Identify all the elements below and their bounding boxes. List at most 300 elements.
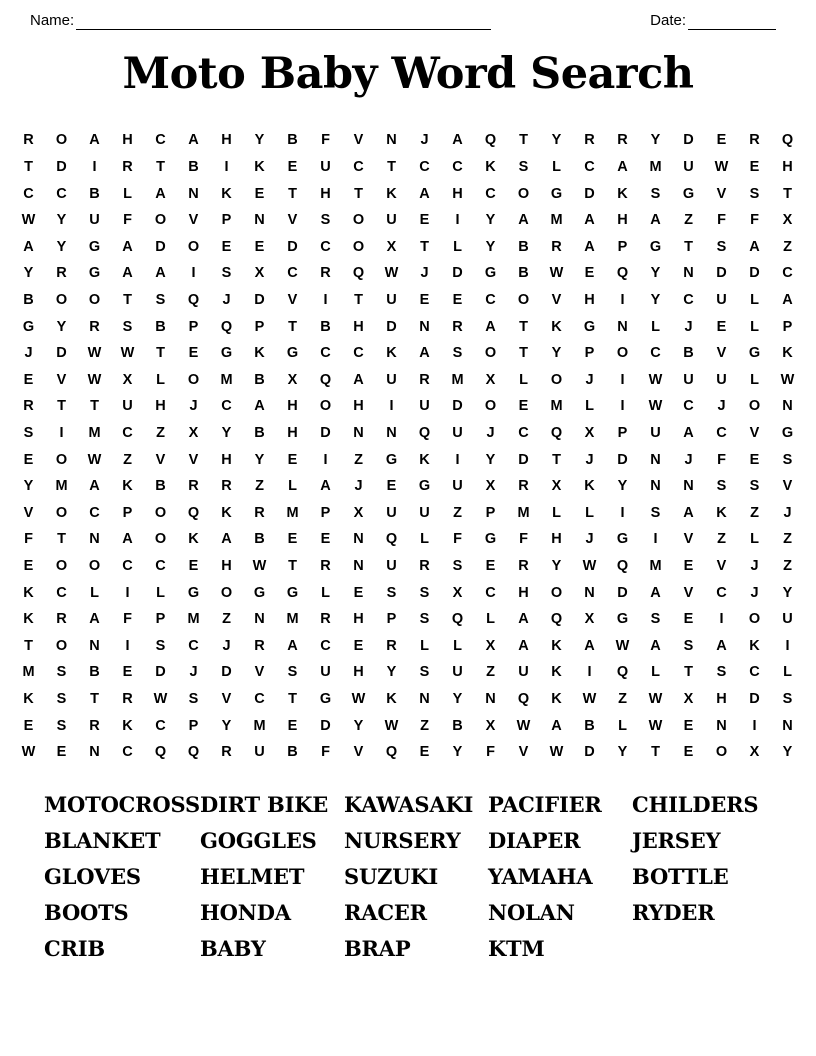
grid-cell[interactable]: I (620, 398, 625, 415)
grid-cell[interactable]: S (716, 478, 727, 495)
grid-cell[interactable]: C (485, 584, 496, 601)
grid-cell[interactable]: M (55, 478, 68, 495)
word-list-item[interactable]: JERSEY (632, 828, 721, 854)
grid-cell[interactable]: D (221, 664, 232, 681)
grid-cell[interactable]: C (155, 132, 166, 149)
grid-cell[interactable]: L (420, 637, 429, 654)
grid-cell[interactable]: Z (222, 611, 231, 628)
grid-cell[interactable]: U (320, 159, 331, 176)
grid-cell[interactable]: K (254, 345, 265, 362)
grid-cell[interactable]: T (57, 531, 66, 548)
grid-cell[interactable]: Z (453, 504, 462, 521)
grid-cell[interactable]: A (584, 637, 595, 654)
grid-cell[interactable]: D (56, 159, 67, 176)
grid-cell[interactable]: T (354, 292, 363, 308)
grid-cell[interactable]: Q (616, 265, 629, 282)
grid-cell[interactable]: J (354, 478, 363, 495)
grid-cell[interactable]: R (518, 478, 529, 495)
grid-cell[interactable]: I (224, 159, 229, 176)
grid-cell[interactable]: O (55, 504, 68, 521)
grid-cell[interactable]: U (782, 611, 793, 628)
grid-cell[interactable]: L (420, 531, 429, 548)
grid-cell[interactable]: O (154, 212, 167, 229)
grid-cell[interactable]: S (650, 185, 661, 202)
grid-cell[interactable]: Q (187, 292, 200, 308)
grid-cell[interactable]: Q (517, 690, 530, 707)
grid-cell[interactable]: O (187, 238, 200, 255)
grid-cell[interactable]: A (716, 637, 727, 654)
grid-cell[interactable]: K (221, 504, 232, 521)
grid-cell[interactable]: K (386, 690, 397, 707)
grid-cell[interactable]: E (419, 292, 430, 308)
grid-cell[interactable]: Q (550, 611, 563, 628)
grid-cell[interactable]: L (585, 504, 594, 521)
grid-cell[interactable]: R (452, 318, 463, 335)
grid-cell[interactable]: A (155, 185, 166, 202)
grid-cell[interactable]: W (21, 744, 36, 761)
grid-cell[interactable]: P (221, 212, 232, 229)
grid-cell[interactable]: Y (386, 664, 397, 681)
grid-cell[interactable]: F (123, 212, 132, 229)
grid-cell[interactable]: S (188, 690, 199, 707)
grid-cell[interactable]: L (552, 159, 561, 176)
grid-cell[interactable]: A (419, 185, 430, 202)
grid-cell[interactable]: K (551, 637, 562, 654)
grid-cell[interactable]: Q (616, 664, 629, 681)
grid-cell[interactable]: K (23, 690, 34, 707)
grid-cell[interactable]: D (584, 185, 595, 202)
grid-cell[interactable]: V (287, 212, 298, 229)
grid-cell[interactable]: A (89, 478, 100, 495)
grid-cell[interactable]: C (716, 424, 727, 441)
grid-cell[interactable]: I (752, 717, 757, 734)
grid-cell[interactable]: L (519, 371, 528, 388)
grid-cell[interactable]: E (23, 717, 34, 734)
grid-cell[interactable]: R (749, 132, 760, 149)
grid-cell[interactable]: A (617, 159, 628, 176)
grid-cell[interactable]: F (519, 531, 528, 548)
grid-cell[interactable]: H (452, 185, 463, 202)
grid-cell[interactable]: N (254, 212, 265, 229)
grid-cell[interactable]: N (716, 717, 727, 734)
grid-cell[interactable]: F (717, 451, 726, 468)
grid-cell[interactable]: W (648, 371, 663, 388)
grid-cell[interactable]: N (650, 451, 661, 468)
grid-cell[interactable]: E (716, 132, 727, 149)
word-list-item[interactable]: SUZUKI (344, 864, 438, 890)
grid-cell[interactable]: Y (551, 132, 562, 149)
grid-cell[interactable]: C (122, 744, 133, 761)
word-list-item[interactable]: PACIFIER (488, 792, 602, 818)
grid-cell[interactable]: P (188, 717, 199, 734)
grid-cell[interactable]: Y (221, 717, 232, 734)
grid-cell[interactable]: I (620, 292, 625, 308)
grid-cell[interactable]: F (24, 531, 33, 548)
grid-cell[interactable]: M (286, 504, 299, 521)
grid-cell[interactable]: C (23, 185, 34, 202)
grid-cell[interactable]: W (582, 690, 597, 707)
grid-cell[interactable]: X (254, 265, 265, 282)
grid-cell[interactable]: G (220, 345, 233, 362)
grid-cell[interactable]: O (55, 292, 68, 308)
grid-cell[interactable]: Z (783, 238, 792, 255)
grid-cell[interactable]: A (23, 238, 34, 255)
grid-cell[interactable]: W (153, 690, 168, 707)
grid-cell[interactable]: T (57, 398, 66, 415)
grid-cell[interactable]: U (683, 371, 694, 388)
grid-cell[interactable]: K (386, 345, 397, 362)
grid-cell[interactable]: C (485, 292, 496, 308)
grid-cell[interactable]: W (648, 717, 663, 734)
grid-cell[interactable]: H (155, 398, 166, 415)
grid-cell[interactable]: E (23, 557, 34, 574)
grid-cell[interactable]: Q (451, 611, 464, 628)
grid-cell[interactable]: V (749, 424, 760, 441)
grid-cell[interactable]: M (649, 159, 662, 176)
grid-cell[interactable]: U (386, 292, 397, 308)
grid-cell[interactable]: A (221, 531, 232, 548)
grid-cell[interactable]: P (584, 345, 595, 362)
grid-cell[interactable]: E (386, 478, 397, 495)
grid-cell[interactable]: L (750, 531, 759, 548)
word-list-item[interactable]: NOLAN (488, 900, 575, 926)
grid-cell[interactable]: H (353, 611, 364, 628)
grid-cell[interactable]: L (486, 611, 495, 628)
grid-cell[interactable]: C (56, 185, 67, 202)
grid-cell[interactable]: O (220, 584, 233, 601)
grid-cell[interactable]: U (452, 424, 463, 441)
grid-cell[interactable]: S (155, 292, 166, 308)
grid-cell[interactable]: M (451, 371, 464, 388)
grid-cell[interactable]: Y (485, 451, 496, 468)
grid-cell[interactable]: G (748, 345, 761, 362)
grid-cell[interactable]: X (683, 690, 694, 707)
grid-cell[interactable]: Q (616, 557, 629, 574)
grid-cell[interactable]: N (353, 424, 364, 441)
grid-cell[interactable]: G (484, 531, 497, 548)
grid-cell[interactable]: H (221, 451, 232, 468)
grid-cell[interactable]: H (518, 584, 529, 601)
grid-cell[interactable]: G (682, 185, 695, 202)
grid-cell[interactable]: O (55, 451, 68, 468)
grid-cell[interactable]: B (254, 371, 265, 388)
grid-cell[interactable]: V (683, 584, 694, 601)
grid-cell[interactable]: U (419, 398, 430, 415)
word-list-item[interactable]: BLANKET (44, 828, 161, 854)
grid-cell[interactable]: Q (187, 504, 200, 521)
grid-cell[interactable]: H (716, 690, 727, 707)
grid-cell[interactable]: B (518, 265, 529, 282)
grid-cell[interactable]: N (89, 637, 100, 654)
grid-cell[interactable]: T (288, 318, 297, 335)
grid-cell[interactable]: L (321, 584, 330, 601)
grid-cell[interactable]: T (156, 159, 165, 176)
grid-cell[interactable]: P (485, 504, 496, 521)
grid-cell[interactable]: R (56, 265, 67, 282)
grid-cell[interactable]: N (89, 531, 100, 548)
grid-cell[interactable]: K (617, 185, 628, 202)
grid-cell[interactable]: W (549, 744, 564, 761)
grid-cell[interactable]: E (749, 451, 760, 468)
grid-cell[interactable]: S (221, 265, 232, 282)
grid-cell[interactable]: G (319, 690, 332, 707)
grid-cell[interactable]: J (222, 292, 231, 308)
grid-cell[interactable]: C (419, 159, 430, 176)
grid-cell[interactable]: C (650, 345, 661, 362)
grid-cell[interactable]: Y (56, 238, 67, 255)
grid-cell[interactable]: H (617, 212, 628, 229)
grid-cell[interactable]: L (618, 717, 627, 734)
grid-cell[interactable]: N (683, 478, 694, 495)
grid-cell[interactable]: R (584, 132, 595, 149)
grid-cell[interactable]: G (22, 318, 35, 335)
grid-cell[interactable]: A (122, 265, 133, 282)
grid-cell[interactable]: Y (551, 345, 562, 362)
grid-cell[interactable]: S (683, 637, 694, 654)
grid-cell[interactable]: H (782, 159, 793, 176)
grid-cell[interactable]: D (155, 238, 166, 255)
grid-cell[interactable]: Z (783, 557, 792, 574)
grid-cell[interactable]: E (683, 611, 694, 628)
grid-cell[interactable]: A (518, 611, 529, 628)
grid-cell[interactable]: U (419, 504, 430, 521)
grid-cell[interactable]: Z (783, 531, 792, 548)
grid-cell[interactable]: K (122, 717, 133, 734)
grid-cell[interactable]: G (187, 584, 200, 601)
grid-cell[interactable]: I (587, 664, 592, 681)
word-list-item[interactable]: GOGGLES (200, 828, 317, 854)
grid-cell[interactable]: R (419, 557, 430, 574)
grid-cell[interactable]: T (684, 238, 693, 255)
grid-cell[interactable]: B (683, 345, 694, 362)
grid-cell[interactable]: Q (781, 132, 794, 149)
grid-cell[interactable]: L (750, 371, 759, 388)
grid-cell[interactable]: I (620, 504, 625, 521)
word-list-item[interactable]: DIAPER (488, 828, 581, 854)
grid-cell[interactable]: W (384, 265, 399, 282)
grid-cell[interactable]: G (649, 238, 662, 255)
grid-cell[interactable]: R (122, 690, 133, 707)
grid-cell[interactable]: S (56, 664, 67, 681)
grid-cell[interactable]: L (288, 478, 297, 495)
grid-cell[interactable]: K (23, 584, 34, 601)
grid-cell[interactable]: W (87, 371, 102, 388)
grid-cell[interactable]: S (650, 504, 661, 521)
grid-cell[interactable]: E (320, 531, 331, 548)
grid-cell[interactable]: W (252, 557, 267, 574)
grid-cell[interactable]: C (188, 637, 199, 654)
grid-cell[interactable]: F (453, 531, 462, 548)
grid-cell[interactable]: M (649, 557, 662, 574)
grid-cell[interactable]: F (321, 132, 330, 149)
grid-cell[interactable]: H (353, 664, 364, 681)
grid-cell[interactable]: T (288, 557, 297, 574)
grid-cell[interactable]: O (55, 637, 68, 654)
grid-cell[interactable]: Y (23, 478, 34, 495)
grid-cell[interactable]: R (386, 637, 397, 654)
grid-cell[interactable]: E (23, 451, 34, 468)
grid-cell[interactable]: C (155, 717, 166, 734)
grid-cell[interactable]: M (517, 504, 530, 521)
grid-cell[interactable]: T (123, 292, 132, 308)
grid-cell[interactable]: G (286, 345, 299, 362)
grid-cell[interactable]: R (122, 159, 133, 176)
grid-cell[interactable]: K (551, 318, 562, 335)
grid-cell[interactable]: O (352, 212, 365, 229)
grid-cell[interactable]: R (320, 265, 331, 282)
grid-cell[interactable]: A (254, 398, 265, 415)
grid-cell[interactable]: V (683, 531, 694, 548)
grid-cell[interactable]: R (320, 557, 331, 574)
grid-cell[interactable]: N (485, 690, 496, 707)
grid-cell[interactable]: C (122, 424, 133, 441)
grid-cell[interactable]: W (648, 398, 663, 415)
grid-cell[interactable]: B (155, 318, 166, 335)
grid-cell[interactable]: O (748, 611, 761, 628)
grid-cell[interactable]: N (89, 744, 100, 761)
grid-cell[interactable]: G (88, 265, 101, 282)
grid-cell[interactable]: O (319, 398, 332, 415)
grid-cell[interactable]: D (518, 451, 529, 468)
grid-cell[interactable]: M (187, 611, 200, 628)
grid-cell[interactable]: S (287, 664, 298, 681)
grid-cell[interactable]: C (320, 238, 331, 255)
grid-cell[interactable]: L (156, 584, 165, 601)
grid-cell[interactable]: Z (750, 504, 759, 521)
grid-cell[interactable]: D (749, 690, 760, 707)
grid-cell[interactable]: B (584, 717, 595, 734)
grid-cell[interactable]: Y (221, 424, 232, 441)
grid-cell[interactable]: L (783, 664, 792, 681)
grid-cell[interactable]: C (254, 690, 265, 707)
grid-cell[interactable]: H (353, 398, 364, 415)
grid-cell[interactable]: G (583, 318, 596, 335)
grid-cell[interactable]: N (188, 185, 199, 202)
grid-cell[interactable]: C (485, 185, 496, 202)
grid-cell[interactable]: I (620, 371, 625, 388)
grid-cell[interactable]: K (254, 159, 265, 176)
grid-cell[interactable]: P (617, 238, 628, 255)
grid-cell[interactable]: T (387, 159, 396, 176)
grid-cell[interactable]: U (518, 664, 529, 681)
grid-cell[interactable]: K (386, 185, 397, 202)
grid-cell[interactable]: N (584, 584, 595, 601)
grid-cell[interactable]: O (550, 584, 563, 601)
grid-cell[interactable]: T (354, 185, 363, 202)
grid-cell[interactable]: N (782, 717, 793, 734)
grid-cell[interactable]: A (287, 637, 298, 654)
grid-cell[interactable]: V (188, 212, 199, 229)
grid-cell[interactable]: G (616, 611, 629, 628)
grid-cell[interactable]: S (122, 318, 133, 335)
grid-cell[interactable]: R (320, 611, 331, 628)
grid-cell[interactable]: H (551, 531, 562, 548)
grid-cell[interactable]: B (320, 318, 331, 335)
grid-cell[interactable]: E (287, 717, 298, 734)
grid-cell[interactable]: Z (684, 212, 693, 229)
grid-cell[interactable]: D (287, 238, 298, 255)
grid-cell[interactable]: Y (452, 744, 463, 761)
grid-cell[interactable]: V (551, 292, 562, 308)
grid-cell[interactable]: R (254, 504, 265, 521)
grid-cell[interactable]: G (616, 531, 629, 548)
grid-cell[interactable]: A (485, 318, 496, 335)
grid-cell[interactable]: M (220, 371, 233, 388)
grid-cell[interactable]: A (518, 212, 529, 229)
grid-cell[interactable]: Q (319, 371, 332, 388)
grid-cell[interactable]: O (484, 345, 497, 362)
grid-cell[interactable]: U (683, 159, 694, 176)
grid-cell[interactable]: E (683, 557, 694, 574)
grid-cell[interactable]: X (749, 744, 760, 761)
grid-cell[interactable]: E (353, 637, 364, 654)
word-list-item[interactable]: MOTOCROSS (44, 792, 200, 818)
word-list-item[interactable]: BOTTLE (632, 864, 729, 890)
grid-cell[interactable]: E (287, 159, 298, 176)
grid-cell[interactable]: V (518, 744, 529, 761)
grid-cell[interactable]: N (254, 611, 265, 628)
grid-cell[interactable]: B (89, 185, 100, 202)
grid-cell[interactable]: M (550, 398, 563, 415)
grid-cell[interactable]: S (56, 690, 67, 707)
grid-cell[interactable]: L (585, 398, 594, 415)
grid-cell[interactable]: B (287, 744, 298, 761)
grid-cell[interactable]: F (750, 212, 759, 229)
grid-cell[interactable]: B (452, 717, 463, 734)
grid-cell[interactable]: N (782, 398, 793, 415)
grid-cell[interactable]: A (89, 132, 100, 149)
grid-cell[interactable]: B (155, 478, 166, 495)
grid-cell[interactable]: I (323, 292, 328, 308)
grid-cell[interactable]: G (88, 238, 101, 255)
grid-cell[interactable]: Y (56, 318, 67, 335)
grid-cell[interactable]: R (221, 478, 232, 495)
grid-cell[interactable]: E (254, 185, 265, 202)
grid-cell[interactable]: Z (420, 717, 429, 734)
grid-cell[interactable]: W (87, 345, 102, 362)
grid-cell[interactable]: W (516, 717, 531, 734)
grid-cell[interactable]: D (584, 744, 595, 761)
grid-cell[interactable]: R (419, 371, 430, 388)
grid-cell[interactable]: Q (418, 424, 431, 441)
grid-cell[interactable]: J (585, 531, 594, 548)
grid-cell[interactable]: Y (56, 212, 67, 229)
grid-cell[interactable]: S (782, 690, 793, 707)
grid-cell[interactable]: O (55, 132, 68, 149)
grid-cell[interactable]: T (783, 185, 792, 202)
grid-cell[interactable]: K (122, 478, 133, 495)
grid-cell[interactable]: T (288, 690, 297, 707)
grid-cell[interactable]: A (188, 132, 199, 149)
grid-cell[interactable]: E (518, 398, 529, 415)
grid-cell[interactable]: R (551, 238, 562, 255)
grid-cell[interactable]: B (518, 238, 529, 255)
grid-cell[interactable]: D (254, 292, 265, 308)
grid-cell[interactable]: A (518, 637, 529, 654)
grid-cell[interactable]: Y (650, 265, 661, 282)
grid-cell[interactable]: J (189, 664, 198, 681)
grid-cell[interactable]: P (155, 611, 166, 628)
grid-cell[interactable]: T (24, 637, 33, 654)
grid-cell[interactable]: S (650, 611, 661, 628)
grid-cell[interactable]: U (650, 424, 661, 441)
grid-cell[interactable]: G (550, 185, 563, 202)
grid-cell[interactable]: E (188, 557, 199, 574)
grid-cell[interactable]: T (684, 664, 693, 681)
grid-cell[interactable]: K (782, 345, 793, 362)
grid-cell[interactable]: L (123, 185, 132, 202)
grid-cell[interactable]: X (353, 504, 364, 521)
